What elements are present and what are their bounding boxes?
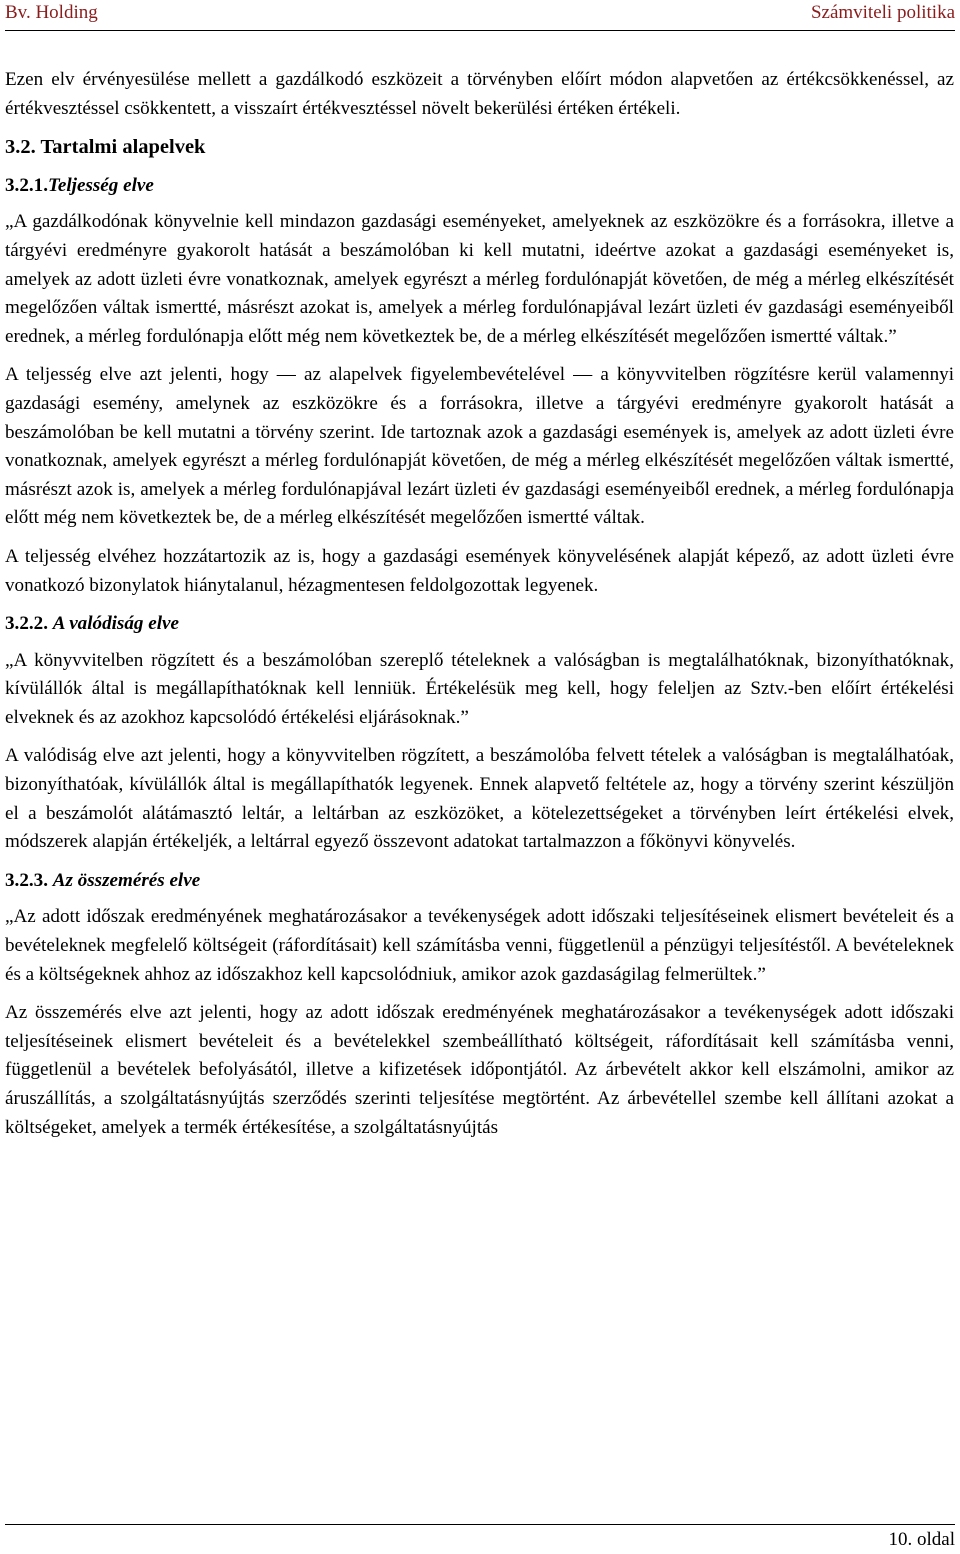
subsection-heading-matching [5, 867, 954, 896]
page-header [5, 0, 955, 31]
subsection-title: Teljesség elve [47, 174, 154, 196]
subsection-number: 3.2.3. [5, 869, 48, 891]
subsection-number: 3.2.1. [5, 174, 48, 196]
company-name: Bv. Holding [5, 2, 98, 23]
subsection-heading-completeness [5, 172, 954, 201]
subsection-title: Az összemérés elve [52, 869, 201, 891]
document-title: Számviteli politika [810, 2, 955, 23]
matching-quote: „Az adott időszak eredményének meghatározásakor a tevékenységek adott időszaki teljesítéseinek elismert bevételeit és a bevételeknek megfelelő költségeit (ráfordításait) kell számításba venni, függetlenül a pénzügyi teljesítéstől. A bevételeknek és a költségeknek ahhoz az időszakhoz kell kapcsolódniuk, amikor azok gazdaságilag felmerültek.” [5, 906, 954, 985]
page-footer [5, 1524, 955, 1550]
completeness-explanation: A teljesség elve azt jelenti, hogy — az alapelvek figyelembevételével — a könyvvitelben rögzítésre kerül valamennyi gazdasági esemény, amelynek az eszközökre és a forrásokra, illetve a tárgyévi eredményre gyakorolt hatását a beszámolóban be kell mutatni a törvény szerint. Ide tartoznak azok a gazdasági események is, amelyek az adott üzleti évre vonatkoznak, amelyek egyrészt a mérleg fordulónapját követően, de még a mérleg elkészítését megelőzően váltak ismertté, másrészt azok is, amelyek a mérleg fordulónapjával lezárt üzleti év gazdasági eseményeiből erednek, a mérleg fordulónapja előtt még nem következtek be, de a mérleg elkészítését megelőzően ismertté váltak. [5, 364, 954, 529]
completeness-documents: A teljesség elvéhez hozzátartozik az is, hogy a gazdasági események könyvelésének alapját képező, az adott üzleti évre vonatkozó bizonylatok hiánytalanul, hézagmentesen feldolgozottak legyenek. [5, 545, 954, 596]
subsection-title: A valódiság elve [52, 613, 179, 635]
reality-explanation: A valódiság elve azt jelenti, hogy a könyvvitelben rögzített, a beszámolóba felvett tételek a valóságban is megtalálhatóak, bizonyíthatóak, kívülállók által is megállapíthatók legyenek. Ennek alapvető feltétele az, hogy a törvény szerint készüljön el a beszámolót alátámasztó leltár, a leltárban az eszközöket, a kötelezettségeket a törvényben leírt értékelési elvek, módszerek alapján értékeljék, a leltárral egyező összevont adatokat tartalmazzon a főkönyvi könyvelés. [5, 745, 954, 853]
page-number: 10. oldal [888, 1529, 955, 1550]
matching-explanation: Az összemérés elve azt jelenti, hogy az adott időszak eredményének meghatározásakor a tevékenységek adott időszaki teljesítéseinek elismert bevételeit és a bevételekkel szembeállítható költségeit, ráfordításait kell számításba venni, függetlenül a bevételek befolyásától, illetve a kifizetések időpontjától. Az árbevételt akkor kell elszámolni, amikor az áruszállítás, a szolgáltatásnyújtás szerződés szerinti teljesítése megtörtént. Az árbevétellel szembe kell állítani azokat a költségeket, amelyek a termék értékesítése, a szolgáltatásnyújtás [5, 1002, 954, 1138]
subsection-heading-reality [5, 610, 954, 639]
document-body [5, 66, 954, 1142]
section-heading: 3.2. Tartalmi alapelvek [5, 136, 206, 159]
reality-quote: „A könyvvitelben rögzített és a beszámolóban szereplő tételeknek a valóságban is megtalálhatóknak, bizonyíthatóknak, kívülállók által is megállapíthatóknak kell lenniük. Értékelésük meg kell, hogy feleljen az Sztv.-ben előírt értékelési elveknek és az azokhoz kapcsolódó értékelési eljárásoknak.” [5, 649, 954, 728]
subsection-number: 3.2.2. [5, 613, 48, 635]
intro-paragraph: Ezen elv érvényesülése mellett a gazdálkodó eszközeit a törvényben előírt módon alapvetően az értékcsökkenéssel, az értékvesztéssel csökkentett, a visszaírt értékvesztéssel növelt bekerülési értéken értékeli. [5, 69, 954, 119]
completeness-quote: „A gazdálkodónak könyvelnie kell mindazon gazdasági eseményeket, amelyeknek az eszközökre és a forrásokra, illetve a tárgyévi eredményre gyakorolt hatását a beszámolóban ki kell mutatni, ideértve azokat a gazdasági eseményeket is, amelyek az adott üzleti évre vonatkoznak, amelyek egyrészt a mérleg fordulónapját követően, de még a mérleg elkészítését megelőzően váltak ismertté, másrészt azokat is, amelyek a mérleg fordulónapjával lezárt üzleti év gazdasági eseményeiből erednek, a mérleg fordulónapja előtt még nem következtek be, de a mérleg elkészítését megelőzően ismertté váltak.” [5, 211, 954, 347]
